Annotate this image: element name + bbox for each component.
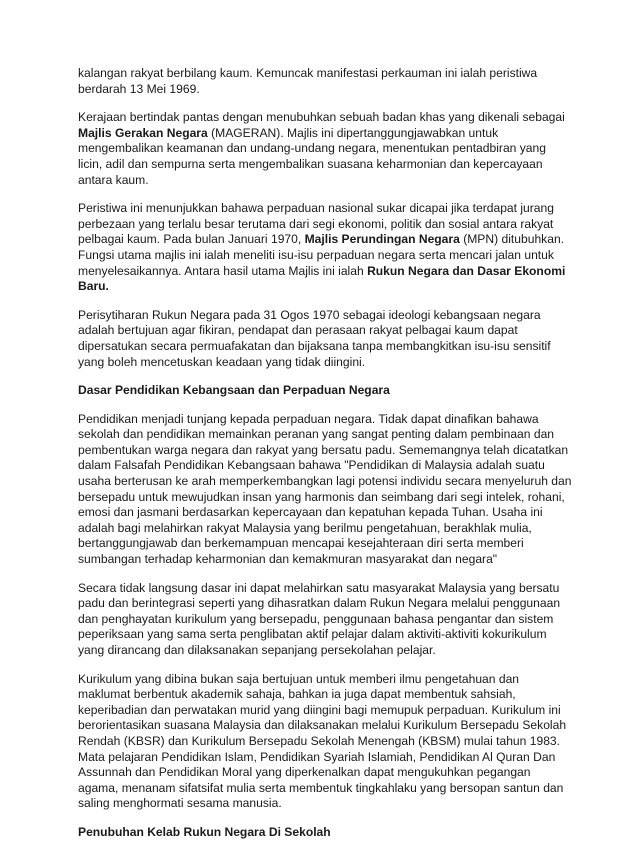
text-run: Pendidikan menjadi tunjang kepada perpaduan negara. Tidak dapat dinafikan bahawa sekolah dan pendidikan memainkan peranan yang sangat penting dalam pembinaan dan pembentukan warga negara dan rakyat yang bersatu padu. Sememangnya telah dicatatkan dalam Falsafah Pendidikan Kebangsaan bahawa "Pendidikan di Malaysia adalah suatu usaha berterusan ke arah memperkembangkan lagi potensi individu secara menyeluruh dan bersepadu untuk mewujudkan insan yang harmonis dan seimbang dari segi intelek, rohani, emosi dan jasmani berdasarkan kepercayaan dan kepatuhan kepada Tuhan. Usaha ini adalah bagi melahirkan rakyat Malaysia yang berilmu pengetahuan, berakhlak mulia, bertanggungjawab dan berkemampuan mencapai kesejahteraan diri serta memberi sumbangan terhadap keharmonian dan kemakmuran masyarakat dan negara" xyxy=(78,411,572,567)
bold-text-run: Rukun Negara dan Dasar Ekonomi Baru. xyxy=(78,263,566,294)
bold-text-run: Penubuhan Kelab Rukun Negara Di Sekolah xyxy=(78,824,331,839)
text-run: Perisytiharan Rukun Negara pada 31 Ogos 1970 sebagai ideologi kebangsaan negara adalah bertujuan agar fikiran, pendapat dan perasaan rakyat pelbagai kaum dapat dipersatukan secara permuafakatan dan bijaksana tanpa membangkitkan isu-isu sensitif yang boleh mencetuskan keadaan yang tidak diingini. xyxy=(78,307,551,369)
paragraph-kurikulum xyxy=(78,672,572,812)
text-run: Kerajaan bertindak pantas dengan menubuhkan sebuah badan khas yang dikenali sebagai xyxy=(78,110,565,125)
text-run: Peristiwa ini menunjukkan bahawa perpaduan nasional sukar dicapai jika terdapat jurang perbezaan yang terlalu besar terutama dari segi ekonomi, politik dan sosial antara rakyat pelbagai kaum. Pada bulan Januari 1970, xyxy=(78,201,554,247)
paragraph-secara-tidak-langsung xyxy=(78,581,572,659)
section-heading-dasar-pendidikan xyxy=(78,383,572,399)
paragraph-mageran xyxy=(78,110,572,188)
paragraph-mpn xyxy=(78,201,572,295)
text-run: kalangan rakyat berbilang kaum. Kemuncak manifestasi perkauman ini ialah peristiwa berdarah 13 Mei 1969. xyxy=(78,66,538,96)
paragraph-13-mei xyxy=(78,66,572,97)
text-run: Secara tidak langsung dasar ini dapat melahirkan satu masyarakat Malaysia yang bersatu padu dan berintegrasi seperti yang dihasratkan dalam Rukun Negara melalui penggunaan dan penghayatan kurikulum yang bersepadu, penggunaan bahasa pengantar dan sistem peperiksaan yang sama serta penglibatan aktif pelajar dalam aktiviti-aktiviti kokurikulum yang dirancang dan dilaksanakan sepanjang persekolahan pelajar. xyxy=(78,580,561,657)
text-run: Kurikulum yang dibina bukan saja bertujuan untuk memberi ilmu pengetahuan dan maklumat berbentuk akademik sahaja, bahkan ia juga dapat membentuk sahsiah, keperibadian dan perwatakan murid yang diingini bagi memupuk perpaduan. Kurikulum ini berorientasikan suasana Malaysia dan dilaksanakan melalui Kurikulum Bersepadu Sekolah Rendah (KBSR) dan Kurikulum Bersepadu Sekolah Menengah (KBSM) mulai tahun 1983. Mata pelajaran Pendidikan Islam, Pendidikan Syariah Islamiah, Pendidikan Al Quran Dan Assunnah dan Pendidikan Moral yang diperkenalkan dapat mengukuhkan pegangan agama, menanam sifatsifat mulia serta membentuk tingkahlaku yang bersopan santun dan saling menghormati sesama manusia. xyxy=(78,671,567,811)
section-heading-kelab-rukun-negara xyxy=(78,825,572,841)
paragraph-falsafah-pendidikan xyxy=(78,412,572,568)
paragraph-rukun-negara xyxy=(78,308,572,370)
text-run: (MAGERAN). Majlis ini dipertanggungjawabkan untuk mengembalikan keamanan dan undang-undang negara, menentukan pentadbiran yang licin, adil dan sempurna serta mengembalikan suasana keharmonian dan kepercayaan antara kaum. xyxy=(78,125,546,187)
document-page xyxy=(78,66,572,854)
bold-text-run: Majlis Perundingan Negara xyxy=(304,232,460,247)
text-run: (MPN) ditubuhkan. Fungsi utama majlis ini ialah meneliti isu-isu perpaduan negara serta mencari jalan untuk menyelesaikannya. Antara hasil utama Majlis ini ialah xyxy=(78,232,565,278)
bold-text-run: Majlis Gerakan Negara xyxy=(78,125,208,140)
bold-text-run: Dasar Pendidikan Kebangsaan dan Perpaduan Negara xyxy=(78,383,390,398)
